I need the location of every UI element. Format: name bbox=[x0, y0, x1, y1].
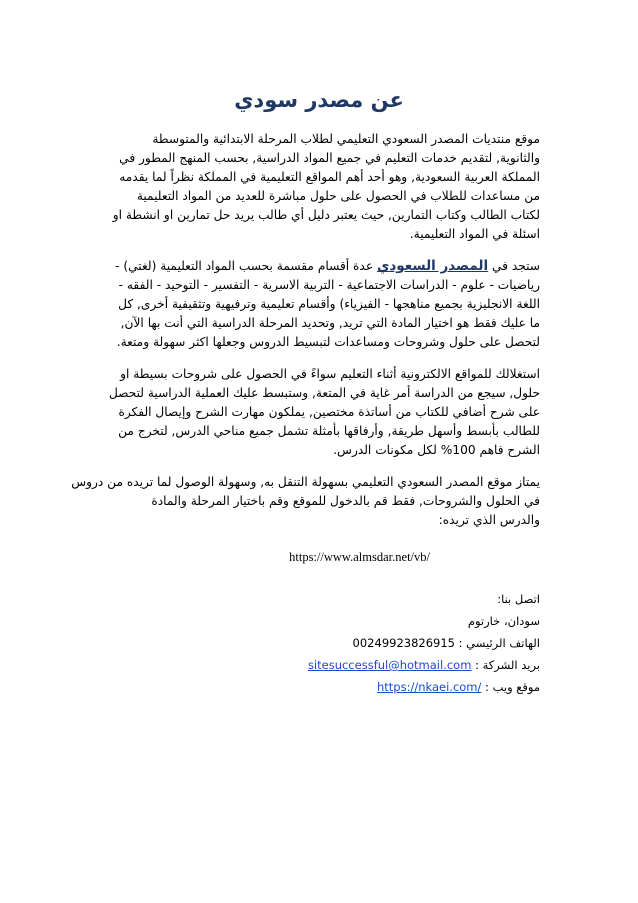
site-url[interactable]: https://www.almsdar.net/vb/ bbox=[289, 550, 430, 564]
contact-location: سودان، خارتوم bbox=[467, 614, 540, 628]
contact-email-row bbox=[98, 654, 540, 676]
text-line: اللغة الانجليزية بجميع مناهجها - الفيزياء) وأقسام تعليمية وترفيهية وتثقيفية أخرى, كل bbox=[118, 297, 540, 311]
text-line: للطالب بأبسط وأسهل طريقة, وأرفاقها بأمثلة تشمل جميع مناحي الدرس, لتخرج من bbox=[118, 424, 540, 438]
page-title: عن مصدر سودي bbox=[234, 88, 404, 112]
text-line: لكتاب الطالب وكتاب التمارين, حيث يعتبر دليل أي طالب يريد حل تمارين او انشطة او bbox=[112, 208, 540, 222]
text-line: المملكة العربية السعودية, وهو أحد أهم المواقع التعليمية في المملكة نظراً لما يقدمه bbox=[119, 170, 540, 184]
contact-heading: اتصل بنا: bbox=[497, 592, 540, 606]
contact-web-row bbox=[98, 676, 540, 698]
text-line: استغلالك للمواقع الالكترونية أثناء التعليم سواءً في الحصول على شروحات بسيطة او bbox=[120, 367, 540, 381]
text-line: في الحلول والشروحات, فقط قم بالدخول للموقع وقم باختيار المرحلة والمادة bbox=[151, 494, 540, 508]
web-label: موقع ويب : bbox=[485, 680, 540, 694]
text-line: والدرس الذي تريده: bbox=[438, 513, 540, 527]
email-link[interactable]: sitesuccessful@hotmail.com bbox=[307, 658, 472, 672]
phone-label: الهاتف الرئيسي : bbox=[458, 636, 540, 650]
text-line: يمتاز موقع المصدر السعودي التعليمي بسهولة التنقل به, وسهولة الوصول لما تريده من دروس bbox=[71, 475, 540, 489]
website-link[interactable]: https://nkaei.com/ bbox=[377, 680, 482, 694]
phone-number: 00249923826915 bbox=[352, 636, 455, 650]
text-line: اسئلة في المواد التعليمية. bbox=[409, 227, 540, 241]
text-fragment: عدة أقسام مقسمة بحسب المواد التعليمية (لغتي) - bbox=[115, 259, 374, 273]
text-line: حلول, سيجع من الدراسة أمر غاية في المتعة, وستبسط عليك العملية الدراسية لتحصل bbox=[108, 386, 540, 400]
contact-phone-row bbox=[98, 632, 540, 654]
text-line bbox=[98, 257, 540, 276]
text-line: من مساعدات للطلاب في الحصول على حلول مباشرة للعديد من المواد التعليمية bbox=[136, 189, 540, 203]
text-line: لتحصل على حلول وشروحات ومساعدات لتبسيط الدروس وجعلها اكثر سهولة ومتعة. bbox=[116, 335, 540, 349]
paragraph-benefits bbox=[98, 365, 540, 460]
text-fragment: ستجد في bbox=[491, 259, 540, 273]
contact-block bbox=[98, 588, 540, 698]
email-label: بريد الشركة : bbox=[475, 658, 540, 672]
text-line: رياضيات - علوم - الدراسات الاجتماعية - التربية الاسرية - التفسير - التوحيد - الفقه - bbox=[118, 278, 540, 292]
paragraph-features bbox=[71, 473, 540, 530]
paragraph-sections bbox=[98, 257, 540, 352]
brand-link[interactable]: المصدر السعودي bbox=[376, 258, 489, 274]
text-line: الشرح فاهم 100% لكل مكونات الدرس. bbox=[333, 443, 540, 457]
text-line: على شرح أضافي للكتاب من أساتذة مختصين, يملكون مهارت الشرح وإيصال الفكرة bbox=[118, 405, 540, 419]
text-line: ما عليك فقط هو اختيار المادة التي تريد, وتحديد المرحلة الدراسية التي أنت بها الآن, bbox=[120, 316, 540, 330]
text-line: موقع منتديات المصدر السعودي التعليمي لطلاب المرحلة الابتدائية والمتوسطة bbox=[152, 132, 540, 146]
paragraph-intro bbox=[98, 130, 540, 244]
text-line: والثانوية, لتقديم خدمات التعليم في جميع المواد الدراسية, بحسب المنهج المطور في bbox=[119, 151, 540, 165]
